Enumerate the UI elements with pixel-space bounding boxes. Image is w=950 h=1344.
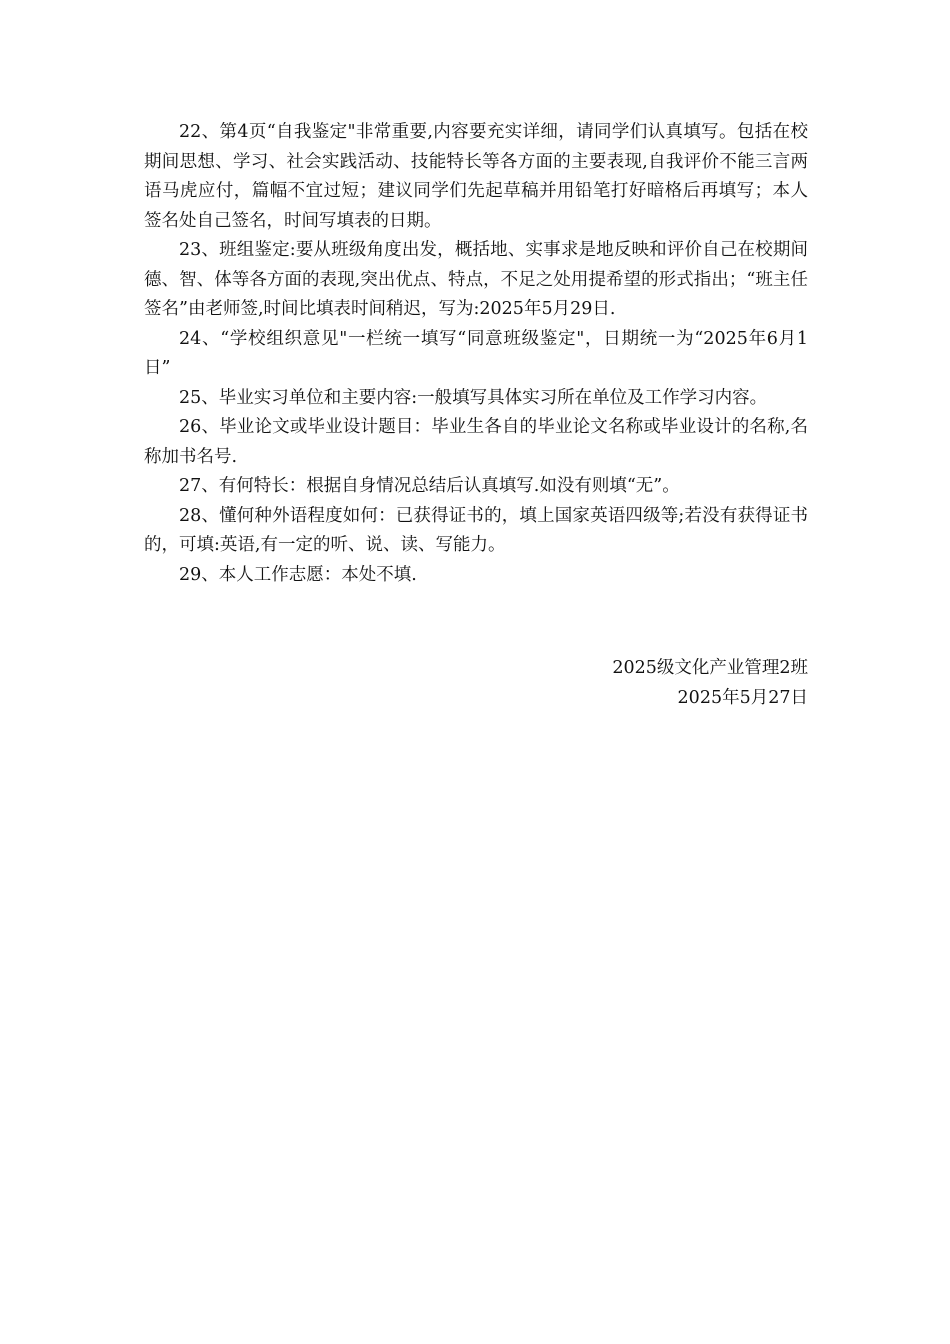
- paragraph-item-25: 25、毕业实习单位和主要内容:一般填写具体实习所在单位及工作学习内容。: [179, 387, 768, 408]
- paragraph-item-24: 24、“学校组织意见"一栏统一填写“同意班级鉴定"，日期统一为“2025年6月1日”: [144, 328, 808, 378]
- paragraph-item-26: 26、毕业论文或毕业设计题目：毕业生各自的毕业论文名称或毕业设计的名称,名称加书名号.: [144, 417, 808, 467]
- document-body: [144, 118, 808, 590]
- paragraph-item-23: 23、班组鉴定:要从班级角度出发，概括地、实事求是地反映和评价自己在校期间德、智、体等各方面的表现,突出优点、特点，不足之处用提希望的形式指出；“班主任签名”由老师签,时间比填表时间稍迟，写为:2025年5月29日.: [144, 240, 808, 319]
- signature-block: [144, 654, 808, 713]
- signature-org: 2025级文化产业管理2班: [612, 658, 808, 678]
- paragraph-item-29: 29、本人工作志愿：本处不填.: [179, 564, 417, 585]
- signature-date: 2025年5月27日: [677, 687, 808, 708]
- paragraph-item-28: 28、懂何种外语程度如何：已获得证书的，填上国家英语四级等;若没有获得证书的，可填:英语,有一定的听、说、读、写能力。: [144, 505, 808, 555]
- paragraph-item-22: 22、第4页“自我鉴定"非常重要,内容要充实详细，请同学们认真填写。包括在校期间思想、学习、社会实践活动、技能特长等各方面的主要表现,自我评价不能三言两语马虎应付，篇幅不宜过短；建议同学们先起草稿并用铅笔打好暗格后再填写；本人签名处自己签名，时间写填表的日期。: [144, 122, 808, 231]
- paragraph-item-27: 27、有何特长：根据自身情况总结后认真填写.如没有则填“无”。: [179, 476, 680, 496]
